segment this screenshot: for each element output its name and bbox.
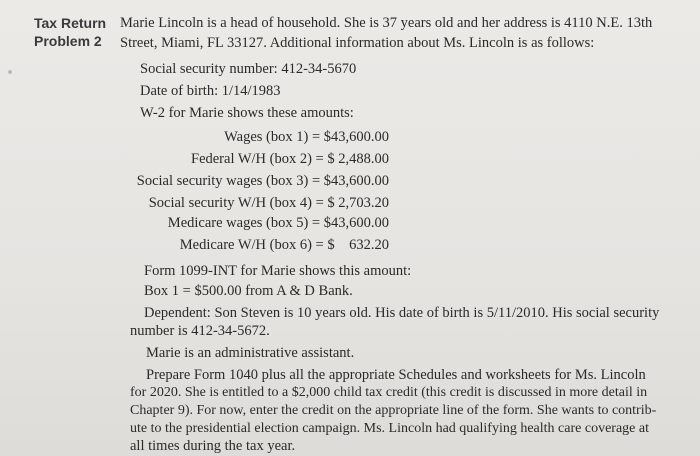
instructions-line-3: Chapter 9). For now, enter the credit on the appropriate line of the form. She wants to contrib- [130,403,657,418]
instructions-line-5: all times during the tax year. [130,438,296,454]
w2-row-federal-wh: Federal W/H (box 2) = $ 2,488.00 [191,151,389,167]
form1099-heading: Form 1099-INT for Marie shows this amount: [144,263,412,279]
occupation-line: Marie is an administrative assistant. [146,345,355,361]
intro-line-2: Street, Miami, FL 33127. Additional information about Ms. Lincoln is as follows: [120,35,595,51]
dependent-line-1: Dependent: Son Steven is 10 years old. His date of birth is 5/11/2010. His social security [144,305,660,321]
ssn-line: Social security number: 412-34-5670 [140,61,357,77]
w2-heading: W-2 for Marie shows these amounts: [140,105,354,121]
instructions-line-1: Prepare Form 1040 plus all the appropriate Schedules and worksheets for Ms. Lincoln [146,367,646,383]
w2-row-wages: Wages (box 1) = $43,600.00 [224,129,389,145]
problem-label-line1: Tax Return [34,15,107,31]
intro-line-1: Marie Lincoln is a head of household. She is 37 years old and her address is 4110 N.E. 13th [120,15,653,31]
instructions-line-2: for 2020. She is entitled to a $2,000 child tax credit (this credit is discussed in more detail in [130,385,648,400]
instructions-line-4: ute to the presidential election campaign. Ms. Lincoln had qualifying health care coverage at [130,421,649,436]
dependent-line-2: number is 412-34-5672. [130,323,270,339]
w2-row-ss-wh: Social security W/H (box 4) = $ 2,703.20 [148,195,389,211]
w2-row-ss-wages: Social security wages (box 3) = $43,600.00 [136,173,389,189]
w2-row-medicare-wages: Medicare wages (box 5) = $43,600.00 [167,215,389,231]
dob-line: Date of birth: 1/14/1983 [140,83,281,99]
form1099-box: Box 1 = $500.00 from A & D Bank. [144,283,353,299]
w2-row-medicare-wh: Medicare W/H (box 6) = $ 632.20 [179,237,389,253]
problem-label-line2: Problem 2 [34,33,102,49]
scan-speck [8,70,12,74]
